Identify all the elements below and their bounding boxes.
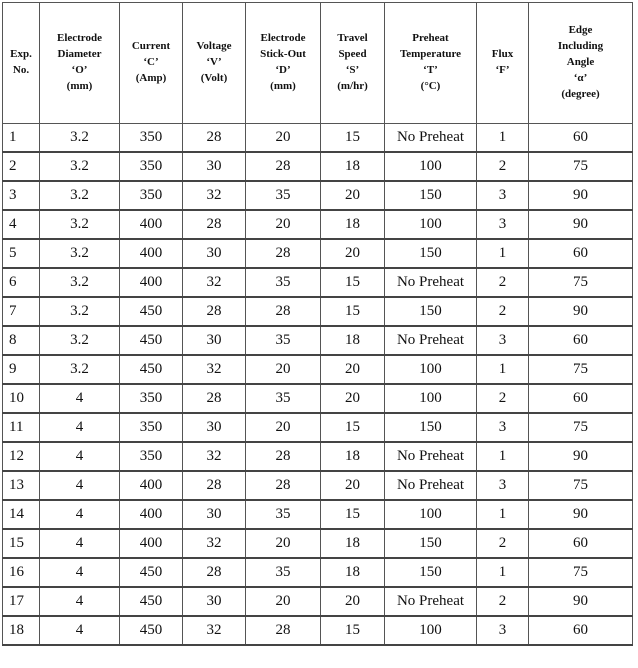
cell-voltage: 30 — [183, 587, 246, 616]
cell-edge-angle: 90 — [529, 210, 633, 239]
cell-electrode-stick-out: 28 — [246, 471, 321, 500]
cell-flux: 2 — [477, 152, 529, 181]
header-line: Flux — [491, 48, 514, 61]
cell-travel-speed: 15 — [321, 297, 385, 326]
cell-electrode-diameter: 4 — [40, 587, 120, 616]
experiment-table — [2, 2, 633, 646]
table-row — [3, 558, 633, 587]
cell-electrode-diameter: 4 — [40, 500, 120, 529]
table-row — [3, 181, 633, 210]
cell-flux: 3 — [477, 210, 529, 239]
header-line: Exp. — [10, 48, 32, 61]
cell-voltage: 32 — [183, 181, 246, 210]
cell-voltage: 32 — [183, 442, 246, 471]
cell-electrode-stick-out: 20 — [246, 355, 321, 384]
cell-travel-speed: 20 — [321, 181, 385, 210]
header-line: Electrode — [260, 32, 306, 45]
cell-edge-angle: 75 — [529, 152, 633, 181]
cell-preheat-temperature: 100 — [385, 210, 477, 239]
cell-current: 450 — [120, 355, 183, 384]
header-line: Voltage — [196, 40, 232, 53]
cell-voltage: 28 — [183, 210, 246, 239]
cell-travel-speed: 20 — [321, 239, 385, 268]
cell-voltage: 30 — [183, 239, 246, 268]
header-flux — [477, 3, 529, 124]
cell-current: 400 — [120, 471, 183, 500]
cell-travel-speed: 15 — [321, 413, 385, 442]
cell-flux: 1 — [477, 239, 529, 268]
header-line: Current — [131, 40, 171, 53]
cell-edge-angle: 75 — [529, 413, 633, 442]
cell-edge-angle: 90 — [529, 500, 633, 529]
cell-preheat-temperature: No Preheat — [385, 326, 477, 355]
cell-current: 450 — [120, 326, 183, 355]
cell-electrode-diameter: 4 — [40, 471, 120, 500]
cell-electrode-stick-out: 35 — [246, 326, 321, 355]
cell-travel-speed: 18 — [321, 558, 385, 587]
cell-edge-angle: 75 — [529, 471, 633, 500]
cell-preheat-temperature: 150 — [385, 239, 477, 268]
cell-electrode-diameter: 3.2 — [40, 124, 120, 153]
cell-current: 450 — [120, 587, 183, 616]
header-line: Including — [557, 40, 604, 53]
table-row — [3, 297, 633, 326]
header-line: No. — [12, 64, 30, 76]
cell-electrode-diameter: 3.2 — [40, 239, 120, 268]
cell-electrode-diameter: 3.2 — [40, 297, 120, 326]
cell-exp-no: 17 — [3, 587, 40, 616]
table-row — [3, 529, 633, 558]
header-line: Angle — [566, 56, 595, 69]
cell-exp-no: 10 — [3, 384, 40, 413]
cell-flux: 2 — [477, 384, 529, 413]
cell-exp-no: 7 — [3, 297, 40, 326]
cell-electrode-stick-out: 35 — [246, 268, 321, 297]
cell-electrode-stick-out: 35 — [246, 181, 321, 210]
cell-exp-no: 11 — [3, 413, 40, 442]
cell-preheat-temperature: No Preheat — [385, 587, 477, 616]
cell-electrode-stick-out: 28 — [246, 616, 321, 645]
cell-exp-no: 6 — [3, 268, 40, 297]
cell-exp-no: 9 — [3, 355, 40, 384]
cell-electrode-diameter: 3.2 — [40, 181, 120, 210]
header-line: Electrode — [56, 32, 102, 45]
table-row — [3, 152, 633, 181]
cell-edge-angle: 60 — [529, 384, 633, 413]
cell-edge-angle: 90 — [529, 587, 633, 616]
cell-current: 350 — [120, 181, 183, 210]
cell-edge-angle: 75 — [529, 355, 633, 384]
cell-travel-speed: 18 — [321, 326, 385, 355]
cell-current: 350 — [120, 152, 183, 181]
cell-exp-no: 16 — [3, 558, 40, 587]
header-line: Preheat — [412, 32, 449, 45]
cell-electrode-stick-out: 28 — [246, 442, 321, 471]
cell-electrode-stick-out: 28 — [246, 297, 321, 326]
table-row — [3, 210, 633, 239]
header-line: Speed — [338, 48, 367, 61]
header-line: ‘α’ — [573, 71, 588, 84]
header-line: (Volt) — [200, 71, 228, 84]
cell-preheat-temperature: 100 — [385, 616, 477, 645]
cell-flux: 3 — [477, 181, 529, 210]
cell-preheat-temperature: 100 — [385, 152, 477, 181]
header-voltage — [183, 3, 246, 124]
cell-electrode-stick-out: 35 — [246, 500, 321, 529]
header-line: ‘T’ — [423, 64, 438, 76]
cell-electrode-diameter: 4 — [40, 616, 120, 645]
cell-travel-speed: 18 — [321, 152, 385, 181]
cell-electrode-stick-out: 35 — [246, 384, 321, 413]
header-line: Diameter — [57, 48, 102, 61]
cell-flux: 3 — [477, 413, 529, 442]
cell-electrode-diameter: 4 — [40, 558, 120, 587]
header-electrode-diameter — [40, 3, 120, 124]
cell-current: 450 — [120, 558, 183, 587]
cell-exp-no: 3 — [3, 181, 40, 210]
cell-electrode-stick-out: 35 — [246, 558, 321, 587]
cell-current: 400 — [120, 500, 183, 529]
cell-travel-speed: 15 — [321, 268, 385, 297]
header-line: (degree) — [561, 87, 600, 100]
cell-voltage: 30 — [183, 152, 246, 181]
cell-flux: 1 — [477, 355, 529, 384]
cell-flux: 2 — [477, 268, 529, 297]
header-line: ‘C’ — [143, 56, 159, 69]
cell-current: 350 — [120, 124, 183, 153]
cell-preheat-temperature: 150 — [385, 297, 477, 326]
cell-flux: 3 — [477, 326, 529, 355]
cell-current: 350 — [120, 442, 183, 471]
header-line: (Amp) — [135, 71, 167, 84]
header-line: (mm) — [270, 79, 296, 92]
cell-current: 400 — [120, 210, 183, 239]
cell-travel-speed: 20 — [321, 587, 385, 616]
cell-voltage: 32 — [183, 529, 246, 558]
cell-electrode-diameter: 3.2 — [40, 268, 120, 297]
header-line: (m/hr) — [337, 79, 368, 92]
cell-travel-speed: 20 — [321, 471, 385, 500]
header-exp-no — [3, 3, 40, 124]
cell-preheat-temperature: 150 — [385, 529, 477, 558]
cell-flux: 1 — [477, 558, 529, 587]
cell-electrode-diameter: 3.2 — [40, 210, 120, 239]
cell-preheat-temperature: No Preheat — [385, 471, 477, 500]
cell-current: 450 — [120, 297, 183, 326]
cell-edge-angle: 90 — [529, 297, 633, 326]
cell-electrode-stick-out: 20 — [246, 124, 321, 153]
header-line: (mm) — [66, 79, 93, 92]
cell-preheat-temperature: No Preheat — [385, 442, 477, 471]
table-row — [3, 587, 633, 616]
cell-electrode-diameter: 4 — [40, 384, 120, 413]
cell-electrode-stick-out: 20 — [246, 210, 321, 239]
cell-travel-speed: 15 — [321, 124, 385, 153]
cell-exp-no: 14 — [3, 500, 40, 529]
cell-flux: 1 — [477, 500, 529, 529]
cell-voltage: 30 — [183, 500, 246, 529]
header-row — [3, 3, 633, 124]
cell-exp-no: 5 — [3, 239, 40, 268]
cell-flux: 3 — [477, 616, 529, 645]
cell-voltage: 28 — [183, 124, 246, 153]
cell-voltage: 32 — [183, 268, 246, 297]
cell-electrode-stick-out: 20 — [246, 587, 321, 616]
cell-electrode-diameter: 4 — [40, 442, 120, 471]
cell-preheat-temperature: 100 — [385, 500, 477, 529]
cell-preheat-temperature: 100 — [385, 355, 477, 384]
cell-flux: 2 — [477, 529, 529, 558]
cell-preheat-temperature: 150 — [385, 181, 477, 210]
cell-travel-speed: 15 — [321, 500, 385, 529]
cell-electrode-diameter: 4 — [40, 529, 120, 558]
cell-flux: 2 — [477, 297, 529, 326]
header-line: Stick-Out — [260, 48, 306, 61]
cell-current: 350 — [120, 413, 183, 442]
cell-travel-speed: 18 — [321, 442, 385, 471]
cell-exp-no: 18 — [3, 616, 40, 645]
header-line: Edge — [568, 24, 593, 37]
cell-voltage: 28 — [183, 384, 246, 413]
cell-travel-speed: 20 — [321, 355, 385, 384]
cell-voltage: 32 — [183, 616, 246, 645]
cell-voltage: 30 — [183, 413, 246, 442]
table-row — [3, 124, 633, 153]
header-line: ‘O’ — [71, 64, 88, 76]
header-travel-speed — [321, 3, 385, 124]
cell-edge-angle: 75 — [529, 268, 633, 297]
cell-preheat-temperature: No Preheat — [385, 124, 477, 153]
table-row — [3, 616, 633, 645]
cell-voltage: 28 — [183, 471, 246, 500]
header-line: Travel — [337, 32, 368, 45]
table-row — [3, 500, 633, 529]
cell-voltage: 28 — [183, 297, 246, 326]
cell-edge-angle: 60 — [529, 326, 633, 355]
cell-electrode-diameter: 4 — [40, 413, 120, 442]
cell-flux: 1 — [477, 124, 529, 153]
header-preheat-temperature — [385, 3, 477, 124]
cell-voltage: 32 — [183, 355, 246, 384]
cell-flux: 2 — [477, 587, 529, 616]
header-line: ‘D’ — [275, 64, 291, 76]
header-current — [120, 3, 183, 124]
cell-voltage: 30 — [183, 326, 246, 355]
cell-exp-no: 13 — [3, 471, 40, 500]
cell-current: 450 — [120, 616, 183, 645]
cell-edge-angle: 90 — [529, 442, 633, 471]
cell-edge-angle: 60 — [529, 616, 633, 645]
table-row — [3, 442, 633, 471]
table-row — [3, 326, 633, 355]
cell-travel-speed: 15 — [321, 616, 385, 645]
cell-current: 400 — [120, 268, 183, 297]
header-line: ‘V’ — [206, 56, 222, 69]
cell-edge-angle: 60 — [529, 239, 633, 268]
table-row — [3, 413, 633, 442]
header-electrode-stick-out — [246, 3, 321, 124]
cell-edge-angle: 90 — [529, 181, 633, 210]
cell-exp-no: 15 — [3, 529, 40, 558]
cell-electrode-diameter: 3.2 — [40, 355, 120, 384]
cell-edge-angle: 75 — [529, 558, 633, 587]
table-row — [3, 355, 633, 384]
cell-flux: 3 — [477, 471, 529, 500]
cell-preheat-temperature: 100 — [385, 384, 477, 413]
table-row — [3, 268, 633, 297]
cell-electrode-stick-out: 28 — [246, 152, 321, 181]
cell-edge-angle: 60 — [529, 124, 633, 153]
header-line: ‘F’ — [495, 64, 510, 76]
header-line: Temperature — [399, 48, 462, 61]
cell-preheat-temperature: 150 — [385, 413, 477, 442]
cell-exp-no: 1 — [3, 124, 40, 153]
cell-current: 350 — [120, 384, 183, 413]
cell-exp-no: 8 — [3, 326, 40, 355]
table-row — [3, 471, 633, 500]
cell-exp-no: 2 — [3, 152, 40, 181]
table-row — [3, 384, 633, 413]
header-line: (°C) — [420, 79, 441, 92]
cell-current: 400 — [120, 239, 183, 268]
cell-electrode-stick-out: 28 — [246, 239, 321, 268]
header-line: ‘S’ — [345, 64, 360, 76]
header-edge-angle — [529, 3, 633, 124]
table-header — [3, 3, 633, 124]
cell-exp-no: 4 — [3, 210, 40, 239]
cell-electrode-stick-out: 20 — [246, 529, 321, 558]
cell-exp-no: 12 — [3, 442, 40, 471]
cell-preheat-temperature: No Preheat — [385, 268, 477, 297]
cell-flux: 1 — [477, 442, 529, 471]
cell-preheat-temperature: 150 — [385, 558, 477, 587]
cell-edge-angle: 60 — [529, 529, 633, 558]
cell-current: 400 — [120, 529, 183, 558]
cell-voltage: 28 — [183, 558, 246, 587]
cell-electrode-stick-out: 20 — [246, 413, 321, 442]
table-row — [3, 239, 633, 268]
table-body — [3, 124, 633, 646]
cell-travel-speed: 18 — [321, 529, 385, 558]
cell-electrode-diameter: 3.2 — [40, 152, 120, 181]
cell-travel-speed: 18 — [321, 210, 385, 239]
cell-travel-speed: 20 — [321, 384, 385, 413]
cell-electrode-diameter: 3.2 — [40, 326, 120, 355]
